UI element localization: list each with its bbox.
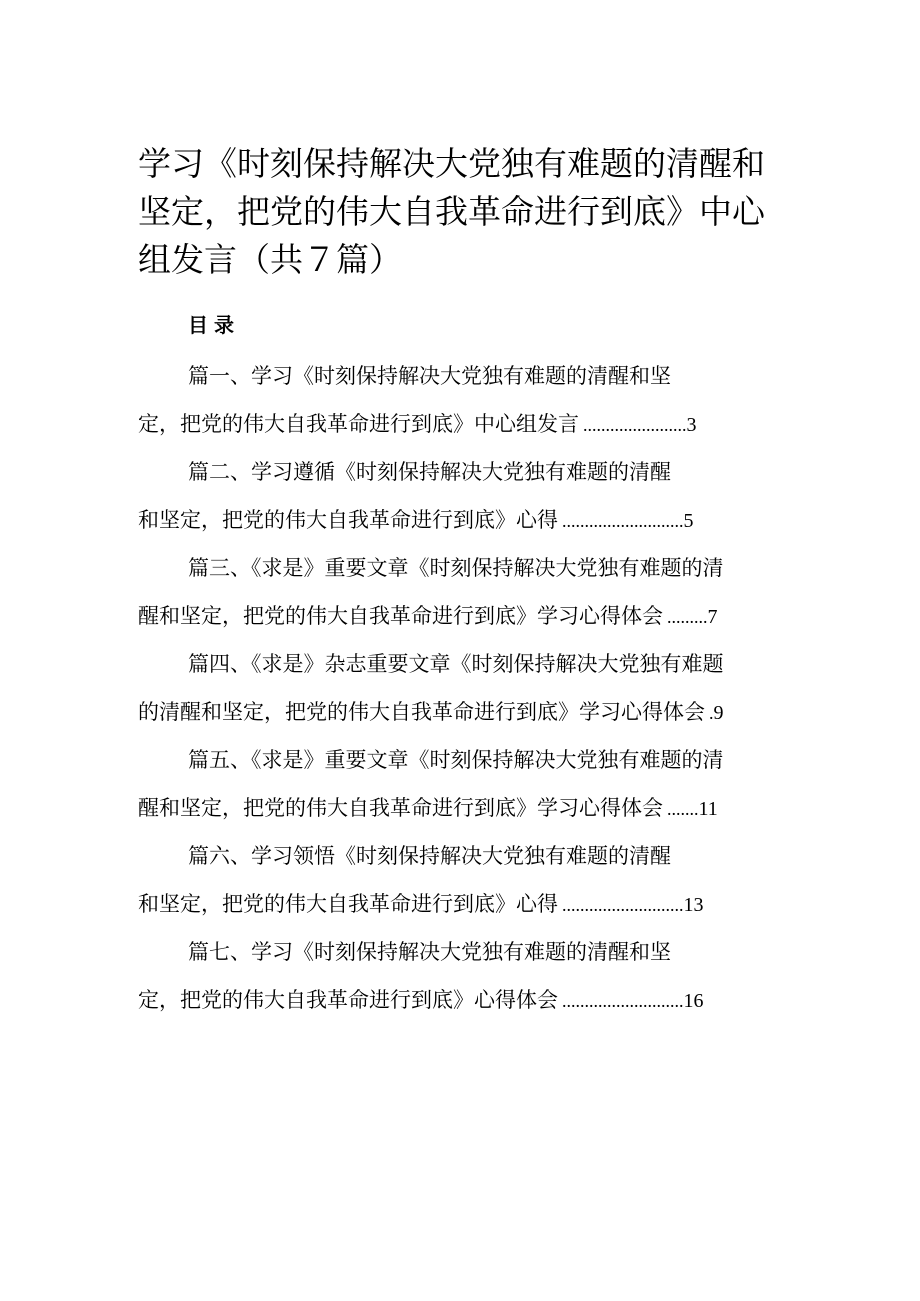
toc-entry-title-line2	[138, 788, 718, 828]
toc-entry-7[interactable]	[138, 932, 788, 1028]
toc-entry-1[interactable]	[138, 356, 788, 452]
toc-entry-2[interactable]	[138, 452, 788, 548]
toc-page-number: 11	[698, 798, 718, 820]
toc-entry-title-text: 的清醒和坚定，把党的伟大自我革命进行到底》学习心得体会	[138, 700, 705, 724]
toc-entry-title-text: 和坚定，把党的伟大自我革命进行到底》心得	[138, 892, 558, 916]
table-of-contents	[138, 356, 788, 1028]
title-line-2: 坚定，把党的伟大自我革命进行到底》中心	[138, 192, 765, 231]
toc-entry-title-text: 和坚定，把党的伟大自我革命进行到底》心得	[138, 508, 558, 532]
toc-leader-dots: .......................	[583, 415, 687, 435]
title-line-1: 学习《时刻保持解决大党独有难题的清醒和	[138, 144, 765, 183]
document-title	[138, 140, 798, 284]
toc-entry-title-line2	[138, 692, 724, 732]
toc-entry-title-line1: 篇四、《求是》杂志重要文章《时刻保持解决大党独有难题	[188, 652, 724, 676]
toc-leader-dots: .	[709, 703, 714, 723]
toc-leader-dots: ...........................	[562, 991, 684, 1011]
toc-entry-title-line1: 篇二、学习遵循《时刻保持解决大党独有难题的清醒	[188, 460, 671, 484]
toc-page-number: 9	[713, 702, 724, 724]
toc-entry-title-text: 醒和坚定，把党的伟大自我革命进行到底》学习心得体会	[138, 604, 663, 628]
toc-entry-title-line1: 篇一、学习《时刻保持解决大党独有难题的清醒和坚	[188, 364, 671, 388]
toc-page-number: 5	[683, 510, 694, 532]
toc-leader-dots: ...........................	[562, 895, 684, 915]
toc-entry-5[interactable]	[138, 740, 788, 836]
toc-entry-title-line2	[138, 500, 694, 540]
toc-entry-title-line2	[138, 884, 704, 924]
toc-entry-title-line2	[138, 596, 718, 636]
toc-page-number: 16	[683, 990, 704, 1012]
toc-page-number: 13	[683, 894, 704, 916]
toc-leader-dots: ...........................	[562, 511, 684, 531]
toc-entry-title-text: 定，把党的伟大自我革命进行到底》中心组发言	[138, 412, 579, 436]
toc-page-number: 3	[686, 414, 697, 436]
toc-entry-title-line2	[138, 980, 704, 1020]
title-line-3: 组发言（共７篇）	[138, 240, 402, 279]
toc-leader-dots: .......	[667, 799, 699, 819]
toc-leader-dots: .........	[667, 607, 708, 627]
toc-entry-title-line1: 篇六、学习领悟《时刻保持解决大党独有难题的清醒	[188, 844, 671, 868]
toc-entry-title-text: 醒和坚定，把党的伟大自我革命进行到底》学习心得体会	[138, 796, 663, 820]
toc-entry-title-line1: 篇五、《求是》重要文章《时刻保持解决大党独有难题的清	[188, 748, 724, 772]
toc-entry-title-line1: 篇三、《求是》重要文章《时刻保持解决大党独有难题的清	[188, 556, 724, 580]
toc-entry-title-line2	[138, 404, 697, 444]
toc-entry-6[interactable]	[138, 836, 788, 932]
toc-entry-title-line1: 篇七、学习《时刻保持解决大党独有难题的清醒和坚	[188, 940, 671, 964]
toc-entry-3[interactable]	[138, 548, 788, 644]
toc-heading: 目录	[188, 313, 240, 337]
toc-entry-title-text: 定，把党的伟大自我革命进行到底》心得体会	[138, 988, 558, 1012]
toc-page-number: 7	[707, 606, 718, 628]
toc-entry-4[interactable]	[138, 644, 788, 740]
